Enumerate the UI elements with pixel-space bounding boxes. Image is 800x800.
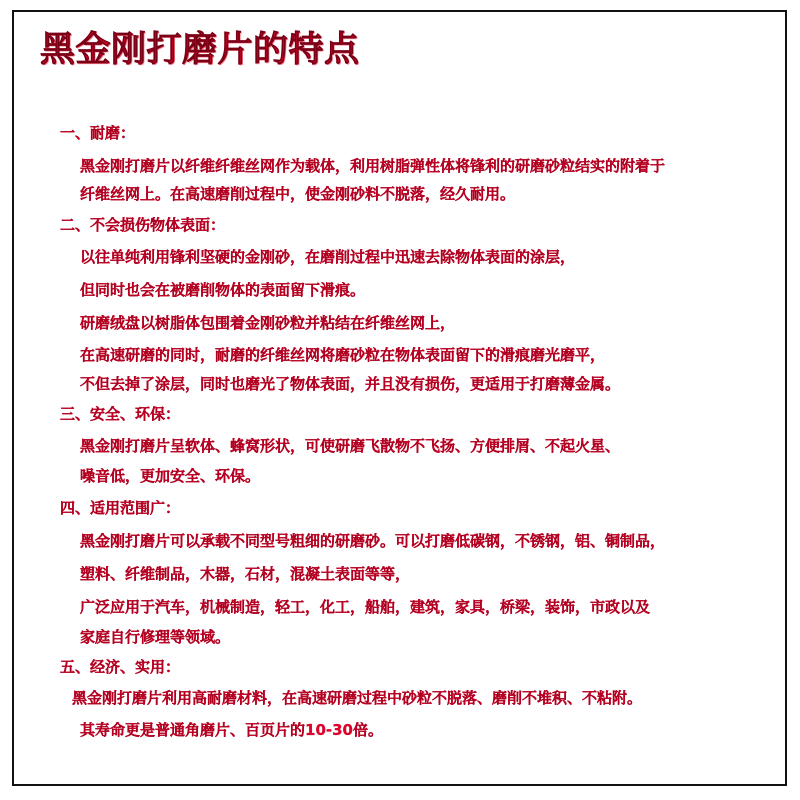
- section-line: 黑金刚打磨片利用高耐磨材料，在高速研磨过程中砂粒不脱落、磨削不堆积、不粘附。: [72, 689, 643, 707]
- section-heading: 四、适用范围广：: [60, 499, 181, 517]
- section-line: 以往单纯利用锋利坚硬的金刚砂，在磨削过程中迅速去除物体表面的涂层，: [80, 248, 576, 266]
- section-line: 广泛应用于汽车，机械制造，轻工，化工，船舶，建筑，家具，桥梁，装饰，市政以及: [80, 598, 651, 616]
- section-line: 塑料、纤维制品，木器，石材，混凝土表面等等，: [80, 565, 411, 583]
- section-line: 研磨绒盘以树脂体包围着金刚砂粒并粘结在纤维丝网上，: [80, 314, 456, 332]
- section-line: 纤维丝网上。在高速磨削过程中，使金刚砂料不脱落，经久耐用。: [80, 185, 516, 203]
- section-line: 但同时也会在被磨削物体的表面留下滑痕。: [80, 281, 366, 299]
- section-line: 黑金刚打磨片以纤维纤维丝网作为载体，利用树脂弹性体将锋利的研磨砂粒结实的附着于: [80, 157, 666, 175]
- section-heading: 五、经济、实用：: [60, 658, 181, 676]
- section-heading: 二、不会损伤物体表面：: [60, 216, 226, 234]
- section-line: 家庭自行修理等领域。: [80, 628, 231, 646]
- section-line: 其寿命更是普通角磨片、百页片的10-30倍。: [80, 721, 383, 739]
- section-line: 在高速研磨的同时，耐磨的纤维丝网将磨砂粒在物体表面留下的滑痕磨光磨平，: [80, 346, 606, 364]
- section-line: 噪音低，更加安全、环保。: [80, 467, 261, 485]
- section-line: 黑金刚打磨片可以承载不同型号粗细的研磨砂。可以打磨低碳钢，不锈钢，铝、铜制品，: [80, 532, 666, 550]
- section-line: 不但去掉了涂层，同时也磨光了物体表面，并且没有损伤，更适用于打磨薄金属。: [80, 375, 621, 393]
- page-title: 黑金刚打磨片的特点: [40, 30, 360, 70]
- section-heading: 三、安全、环保：: [60, 405, 181, 423]
- section-line: 黑金刚打磨片呈软体、蜂窝形状，可使研磨飞散物不飞扬、方便排屑、不起火星、: [80, 437, 621, 455]
- section-heading: 一、耐磨：: [60, 124, 136, 142]
